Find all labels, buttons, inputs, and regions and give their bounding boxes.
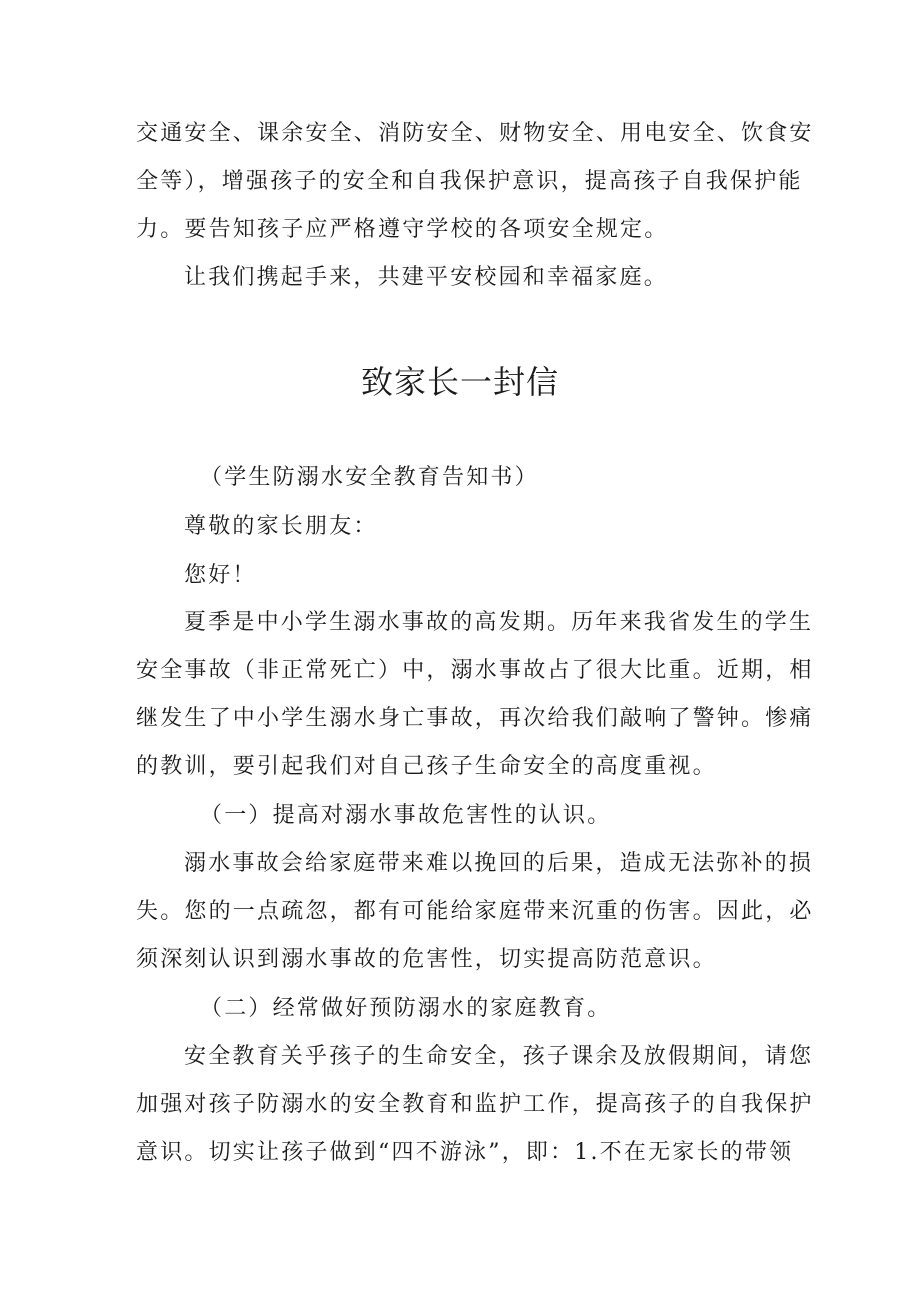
section-2-line-2: 加强对孩子防溺水的安全教育和监护工作，提高孩子的自我保护: [136, 1092, 814, 1117]
prev-paragraph-line-2: 全等），增强孩子的安全和自我保护意识，提高孩子自我保护能: [136, 169, 803, 194]
intro-line-1: 夏季是中小学生溺水事故的高发期。历年来我省发生的学生: [184, 610, 814, 635]
closing-sentence: 让我们携起手来，共建平安校园和幸福家庭。: [184, 265, 669, 290]
section-2-line-1: 安全教育关乎孩子的生命安全，孩子课余及放假期间，请您: [184, 1044, 814, 1069]
section-2-line-3: 意识。切实让孩子做到“四不游泳”，即：1.不在无家长的带领: [136, 1140, 794, 1165]
prev-paragraph-line-3: 力。要告知孩子应严格遵守学校的各项安全规定。: [136, 217, 669, 242]
section-2-heading: （二）经常做好预防溺水的家庭教育。: [200, 996, 612, 1021]
intro-line-3: 继发生了中小学生溺水身亡事故，再次给我们敲响了警钟。惨痛: [136, 706, 814, 731]
letter-subtitle: （学生防溺水安全教育告知书）: [200, 465, 539, 490]
section-1-heading: （一）提高对溺水事故危害性的认识。: [200, 803, 612, 828]
intro-line-4: 的教训，要引起我们对自己孩子生命安全的高度重视。: [136, 754, 717, 779]
intro-line-2: 安全事故（非正常死亡）中，溺水事故占了很大比重。近期，相: [136, 658, 814, 683]
section-1-line-2: 失。您的一点疏忽，都有可能给家庭带来沉重的伤害。因此，必: [136, 899, 814, 924]
letter-title: 致家长一封信: [360, 363, 559, 401]
letter-greeting: 您好！: [184, 563, 257, 588]
letter-salutation: 尊敬的家长朋友：: [184, 514, 378, 539]
section-1-line-1: 溺水事故会给家庭带来难以挽回的后果，造成无法弥补的损: [184, 851, 814, 876]
section-1-line-3: 须深刻认识到溺水事故的危害性，切实提高防范意识。: [136, 947, 717, 972]
prev-paragraph-line-1: 交通安全、课余安全、消防安全、财物安全、用电安全、饮食安: [136, 121, 814, 146]
